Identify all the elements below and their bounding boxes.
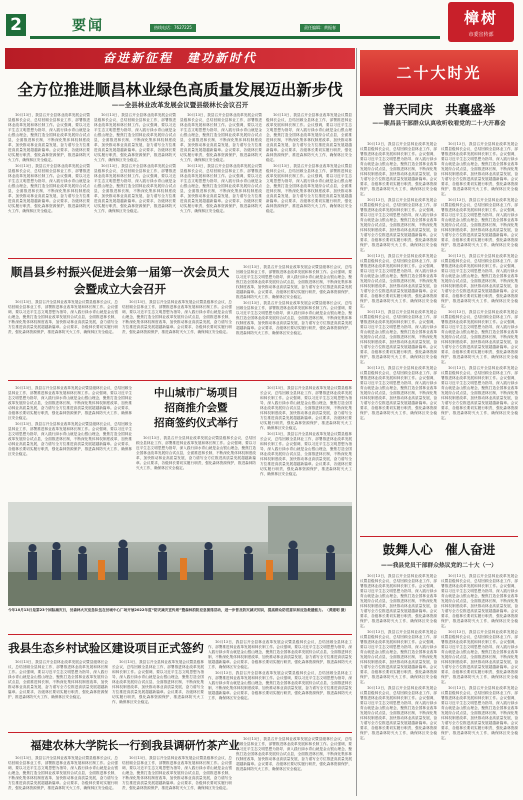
masthead-logo: [448, 2, 514, 42]
banner-right: [360, 50, 518, 96]
right-top-body-text: 10月13日，我县召开全县林业改革发展会议暨县级林长会议，总结回顾全县林业工作，部署推进林业改革发展和林长制工作。会议强调，要以习近平生态文明思想为指导，深入践行绿水青山就是金山银山理念，聚焦打造全国林业改革发展综合试点县，全面推进林长制，不断深化集体林权制度改革，加快推动林业高质量发展，奋力谱写全方位推进高质量发展超越新篇章。会议要求，各级林长要切实履行职责，强化森林资源保护，推进森林防灭火工作，确保林区安全稳定。: [360, 198, 437, 252]
story5-title: [8, 737, 262, 753]
story4-body-text: 10月13日，我县召开全县林业改革发展会议暨县级林长会议，总结回顾全县林业工作，部署推进林业改革发展和林长制工作。会议强调，要以习近平生态文明思想为指导，深入践行绿水青山就是金山银山理念，聚焦打造全国林业改革发展综合试点县，全面推进林长制，不断深化集体林权制度改革，加快推动林业高质量发展，奋力谱写全方位推进高质量发展超越新篇章。会议要求，各级林长要切实履行职责，强化森林资源保护，推进森林防灭火工作，确保林区安全稳定。: [8, 660, 108, 699]
lead-body-text: 10月13日，我县召开全县林业改革发展会议暨县级林长会议，总结回顾全县林业工作，部署推进林业改革发展和林长制工作。会议强调，要以习近平生态文明思想为指导，深入践行绿水青山就是金山银山理念，聚焦打造全国林业改革发展综合试点县，全面推进林长制，不断深化集体林权制度改革，加快推动林业高质量发展，奋力谱写全方位推进高质量发展超越新篇章。会议要求，各级林长要切实履行职责，强化森林资源保护，推进森林防灭火工作，确保林区安全稳定。: [266, 113, 352, 162]
lead-body-text: 10月13日，我县召开全县林业改革发展会议暨县级林长会议，总结回顾全县林业工作，部署推进林业改革发展和林长制工作。会议强调，要以习近平生态文明思想为指导，深入践行绿水青山就是金山银山理念，聚焦打造全国林业改革发展综合试点县，全面推进林长制，不断深化集体林权制度改革，加快推动林业高质量发展，奋力谱写全方位推进高质量发展超越新篇章。会议要求，各级林长要切实履行职责，强化森林资源保护，推进森林防灭火工作，确保林区安全稳定。: [180, 164, 262, 213]
column-separator: [356, 48, 357, 796]
story3-title-line: 招商签约仪式举行: [154, 417, 238, 429]
right-mid-title: [360, 540, 518, 558]
story4-body-col3: [208, 640, 352, 730]
story5-title-text: 福建农林大学院长一行到我县调研竹茶产业: [30, 739, 240, 752]
story3-body-text: 10月13日，我县召开全县林业改革发展会议暨县级林长会议，总结回顾全县林业工作，部署推进林业改革发展和林长制工作。会议强调，要以习近平生态文明思想为指导，深入践行绿水青山就是金山银山理念，聚焦打造全国林业改革发展综合试点县，全面推进林长制，不断深化集体林权制度改革，加快推动林业高质量发展，奋力谱写全方位推进高质量发展超越新篇章。会议要求，各级林长要切实履行职责，强化森林资源保护，推进森林防灭火工作，确保林区安全稳定。: [8, 422, 132, 456]
right-top-body-col1: [360, 142, 437, 532]
story2-body-text: 10月13日，我县召开全县林业改革发展会议暨县级林长会议，总结回顾全县林业工作，部署推进林业改革发展和林长制工作。会议强调，要以习近平生态文明思想为指导，深入践行绿水青山就是金山银山理念，聚焦打造全国林业改革发展综合试点县，全面推进林长制，不断深化集体林权制度改革，加快推动林业高质量发展，奋力谱写全方位推进高质量发展超越新篇章。会议要求，各级林长要切实履行职责，强化森林资源保护，推进森林防灭火工作，确保林区安全稳定。: [236, 301, 352, 335]
story2-body-text: 10月13日，我县召开全县林业改革发展会议暨县级林长会议，总结回顾全县林业工作，部署推进林业改革发展和林长制工作。会议强调，要以习近平生态文明思想为指导，深入践行绿水青山就是金山银山理念，聚焦打造全国林业改革发展综合试点县，全面推进林长制，不断深化集体林权制度改革，加快推动林业高质量发展，奋力谱写全方位推进高质量发展超越新篇章。会议要求，各级林长要切实履行职责，强化森林资源保护，推进森林防灭火工作，确保林区安全稳定。: [8, 300, 118, 334]
right-mid-subtitle-text: ——我县党员干部群众热议党的二十大（一）: [381, 563, 497, 569]
right-top-body-text: 10月13日，我县召开全县林业改革发展会议暨县级林长会议，总结回顾全县林业工作，部署推进林业改革发展和林长制工作。会议强调，要以习近平生态文明思想为指导，深入践行绿水青山就是金山银山理念，聚焦打造全国林业改革发展综合试点县，全面推进林长制，不断深化集体林权制度改革，加快推动林业高质量发展，奋力谱写全方位推进高质量发展超越新篇章。会议要求，各级林长要切实履行职责，强化森林资源保护，推进森林防灭火工作，确保林区安全稳定。: [441, 310, 518, 364]
story3-body-text: 10月13日，我县召开全县林业改革发展会议暨县级林长会议，总结回顾全县林业工作，部署推进林业改革发展和林长制工作。会议强调，要以习近平生态文明思想为指导，深入践行绿水青山就是金山银山理念，聚焦打造全国林业改革发展综合试点县，全面推进林长制，不断深化集体林权制度改革，加快推动林业高质量发展，奋力谱写全方位推进高质量发展超越新篇章。会议要求，各级林长要切实履行职责，强化森林资源保护，推进森林防灭火工作，确保林区安全稳定。: [8, 386, 132, 420]
story2-body-text: 10月13日，我县召开全县林业改革发展会议暨县级林长会议，总结回顾全县林业工作，部署推进林业改革发展和林长制工作。会议强调，要以习近平生态文明思想为指导，深入践行绿水青山就是金山银山理念，聚焦打造全国林业改革发展综合试点县，全面推进林长制，不断深化集体林权制度改革，加快推动林业高质量发展，奋力谱写全方位推进高质量发展超越新篇章。会议要求，各级林长要切实履行职责，强化森林资源保护，推进森林防灭火工作，确保林区安全稳定。: [236, 265, 352, 299]
right-top-body-text: 10月13日，我县召开全县林业改革发展会议暨县级林长会议，总结回顾全县林业工作，部署推进林业改革发展和林长制工作。会议强调，要以习近平生态文明思想为指导，深入践行绿水青山就是金山银山理念，聚焦打造全国林业改革发展综合试点县，全面推进林长制，不断深化集体林权制度改革，加快推动林业高质量发展，奋力谱写全方位推进高质量发展超越新篇章。会议要求，各级林长要切实履行职责，强化森林资源保护，推进森林防灭火工作，确保林区安全稳定。: [360, 366, 437, 420]
lead-body-col2: [94, 113, 176, 255]
lead-body-text: 10月13日，我县召开全县林业改革发展会议暨县级林长会议，总结回顾全县林业工作，部署推进林业改革发展和林长制工作。会议强调，要以习近平生态文明思想为指导，深入践行绿水青山就是金山银山理念，聚焦打造全国林业改革发展综合试点县，全面推进林长制，不断深化集体林权制度改革，加快推动林业高质量发展，奋力谱写全方位推进高质量发展超越新篇章。会议要求，各级林长要切实履行职责，强化森林资源保护，推进森林防灭火工作，确保林区安全稳定。: [94, 164, 176, 213]
story2-body-col3: [236, 265, 352, 378]
lead-body-col1: [8, 113, 90, 255]
right-top-body-text: 10月13日，我县召开全县林业改革发展会议暨县级林长会议，总结回顾全县林业工作，部署推进林业改革发展和林长制工作。会议强调，要以习近平生态文明思想为指导，深入践行绿水青山就是金山银山理念，聚焦打造全国林业改革发展综合试点县，全面推进林长制，不断深化集体林权制度改革，加快推动林业高质量发展，奋力谱写全方位推进高质量发展超越新篇章。会议要求，各级林长要切实履行职责，强化森林资源保护，推进森林防灭火工作，确保林区安全稳定。: [441, 254, 518, 308]
story2-title-text: 顺昌县乡村振兴促进会第一届第一次会员大会暨成立大会召开: [10, 265, 230, 296]
story4-title: [8, 640, 204, 656]
divider: [8, 634, 352, 635]
story5-body-col1: [8, 756, 118, 796]
right-top-title: [360, 100, 518, 118]
editor-line: 责任编辑：黄振春: [300, 24, 340, 32]
lead-body-text: 10月13日，我县召开全县林业改革发展会议暨县级林长会议，总结回顾全县林业工作，部署推进林业改革发展和林长制工作。会议强调，要以习近平生态文明思想为指导，深入践行绿水青山就是金山银山理念，聚焦打造全国林业改革发展综合试点县，全面推进林长制，不断深化集体林权制度改革，加快推动林业高质量发展，奋力谱写全方位推进高质量发展超越新篇章。会议要求，各级林长要切实履行职责，强化森林资源保护，推进森林防灭火工作，确保林区安全稳定。: [266, 164, 352, 213]
right-top-body-col2: [441, 142, 518, 532]
right-top-subtitle: [364, 120, 514, 129]
story3-body-text: 10月13日，我县召开全县林业改革发展会议暨县级林长会议，总结回顾全县林业工作，部署推进林业改革发展和林长制工作。会议强调，要以习近平生态文明思想为指导，深入践行绿水青山就是金山银山理念，聚焦打造全国林业改革发展综合试点县，全面推进林长制，不断深化集体林权制度改革，加快推动林业高质量发展，奋力谱写全方位推进高质量发展超越新篇章。会议要求，各级林长要切实履行职责，强化森林资源保护，推进森林防灭火工作，确保林区安全稳定。: [136, 436, 256, 470]
lead-body-text: 10月13日，我县召开全县林业改革发展会议暨县级林长会议，总结回顾全县林业工作，部署推进林业改革发展和林长制工作。会议强调，要以习近平生态文明思想为指导，深入践行绿水青山就是金山银山理念，聚焦打造全国林业改革发展综合试点县，全面推进林长制，不断深化集体林权制度改革，加快推动林业高质量发展，奋力谱写全方位推进高质量发展超越新篇章。会议要求，各级林长要切实履行职责，强化森林资源保护，推进森林防灭火工作，确保林区安全稳定。: [8, 113, 90, 162]
divider: [8, 380, 352, 381]
right-bottom-body-text: 10月13日，我县召开全县林业改革发展会议暨县级林长会议，总结回顾全县林业工作，部署推进林业改革发展和林长制工作。会议强调，要以习近平生态文明思想为指导，深入践行绿水青山就是金山银山理念，聚焦打造全国林业改革发展综合试点县，全面推进林长制，不断深化集体林权制度改革，加快推动林业高质量发展，奋力谱写全方位推进高质量发展超越新篇章。会议要求，各级林长要切实履行职责，强化森林资源保护，推进森林防灭火工作，确保林区安全稳定。: [441, 574, 518, 628]
story4-title-text: 我县生态乡村试验区建设项目正式签约: [8, 641, 204, 655]
banner-right-text: 二十大时光: [396, 64, 482, 82]
story4-body-col2: [112, 660, 204, 730]
lead-body-col3: [180, 113, 262, 255]
divider: [8, 258, 352, 259]
story3-title: [136, 386, 256, 431]
right-top-title-text: 普天同庆 共襄盛举: [382, 102, 496, 117]
right-mid-title-text: 鼓舞人心 催人奋进: [382, 542, 496, 557]
right-top-body-text: 10月13日，我县召开全县林业改革发展会议暨县级林长会议，总结回顾全县林业工作，部署推进林业改革发展和林长制工作。会议强调，要以习近平生态文明思想为指导，深入践行绿水青山就是金山银山理念，聚焦打造全国林业改革发展综合试点县，全面推进林长制，不断深化集体林权制度改革，加快推动林业高质量发展，奋力谱写全方位推进高质量发展超越新篇章。会议要求，各级林长要切实履行职责，强化森林资源保护，推进森林防灭火工作，确保林区安全稳定。: [360, 310, 437, 364]
right-bottom-body-text: 10月13日，我县召开全县林业改革发展会议暨县级林长会议，总结回顾全县林业工作，部署推进林业改革发展和林长制工作。会议强调，要以习近平生态文明思想为指导，深入践行绿水青山就是金山银山理念，聚焦打造全国林业改革发展综合试点县，全面推进林长制，不断深化集体林权制度改革，加快推动林业高质量发展，奋力谱写全方位推进高质量发展超越新篇章。会议要求，各级林长要切实履行职责，强化森林资源保护，推进森林防灭火工作，确保林区安全稳定。: [360, 574, 437, 628]
right-bottom-body-text: 10月13日，我县召开全县林业改革发展会议暨县级林长会议，总结回顾全县林业工作，部署推进林业改革发展和林长制工作。会议强调，要以习近平生态文明思想为指导，深入践行绿水青山就是金山银山理念，聚焦打造全国林业改革发展综合试点县，全面推进林长制，不断深化集体林权制度改革，加快推动林业高质量发展，奋力谱写全方位推进高质量发展超越新篇章。会议要求，各级林长要切实履行职责，强化森林资源保护，推进森林防灭火工作，确保林区安全稳定。: [441, 686, 518, 740]
story3-body-left: [8, 386, 132, 498]
page-header: [0, 0, 523, 46]
story2-body-col2: [122, 300, 232, 378]
right-top-body-text: 10月13日，我县召开全县林业改革发展会议暨县级林长会议，总结回顾全县林业工作，部署推进林业改革发展和林长制工作。会议强调，要以习近平生态文明思想为指导，深入践行绿水青山就是金山银山理念，聚焦打造全国林业改革发展综合试点县，全面推进林长制，不断深化集体林权制度改革，加快推动林业高质量发展，奋力谱写全方位推进高质量发展超越新篇章。会议要求，各级林长要切实履行职责，强化森林资源保护，推进森林防灭火工作，确保林区安全稳定。: [441, 198, 518, 252]
right-top-body-text: 10月13日，我县召开全县林业改革发展会议暨县级林长会议，总结回顾全县林业工作，部署推进林业改革发展和林长制工作。会议强调，要以习近平生态文明思想为指导，深入践行绿水青山就是金山银山理念，聚焦打造全国林业改革发展综合试点县，全面推进林长制，不断深化集体林权制度改革，加快推动林业高质量发展，奋力谱写全方位推进高质量发展超越新篇章。会议要求，各级林长要切实履行职责，强化森林资源保护，推进森林防灭火工作，确保林区安全稳定。: [441, 366, 518, 420]
right-bottom-body-text: 10月13日，我县召开全县林业改革发展会议暨县级林长会议，总结回顾全县林业工作，部署推进林业改革发展和林长制工作。会议强调，要以习近平生态文明思想为指导，深入践行绿水青山就是金山银山理念，聚焦打造全国林业改革发展综合试点县，全面推进林长制，不断深化集体林权制度改革，加快推动林业高质量发展，奋力谱写全方位推进高质量发展超越新篇章。会议要求，各级林长要切实履行职责，强化森林资源保护，推进森林防灭火工作，确保林区安全稳定。: [360, 686, 437, 740]
lead-body-text: 10月13日，我县召开全县林业改革发展会议暨县级林长会议，总结回顾全县林业工作，部署推进林业改革发展和林长制工作。会议强调，要以习近平生态文明思想为指导，深入践行绿水青山就是金山银山理念，聚焦打造全国林业改革发展综合试点县，全面推进林长制，不断深化集体林权制度改革，加快推动林业高质量发展，奋力谱写全方位推进高质量发展超越新篇章。会议要求，各级林长要切实履行职责，强化森林资源保护，推进森林防灭火工作，确保林区安全稳定。: [180, 113, 262, 162]
story2-body-col1: [8, 300, 118, 378]
lead-body-text: 10月13日，我县召开全县林业改革发展会议暨县级林长会议，总结回顾全县林业工作，部署推进林业改革发展和林长制工作。会议强调，要以习近平生态文明思想为指导，深入践行绿水青山就是金山银山理念，聚焦打造全国林业改革发展综合试点县，全面推进林长制，不断深化集体林权制度改革，加快推动林业高质量发展，奋力谱写全方位推进高质量发展超越新篇章。会议要求，各级林长要切实履行职责，强化森林资源保护，推进森林防灭火工作，确保林区安全稳定。: [94, 113, 176, 162]
right-top-body-text: 10月13日，我县召开全县林业改革发展会议暨县级林长会议，总结回顾全县林业工作，部署推进林业改革发展和林长制工作。会议强调，要以习近平生态文明思想为指导，深入践行绿水青山就是金山银山理念，聚焦打造全国林业改革发展综合试点县，全面推进林长制，不断深化集体林权制度改革，加快推动林业高质量发展，奋力谱写全方位推进高质量发展超越新篇章。会议要求，各级林长要切实履行职责，强化森林资源保护，推进森林防灭火工作，确保林区安全稳定。: [360, 142, 437, 196]
photo-caption-text: 今年10月13日是第23个国际减灾日，县森林火灾应急队伍在县城中心广场开展2022年度“防灾减灾宣传周”暨森林消防应急演练活动，进一步普及防灾减灾知识，提高群众防范意识和应急救援能力。（黄建明 摄）: [8, 608, 349, 612]
hotline: 热线电话：7627225: [150, 24, 196, 32]
banner-left: [5, 48, 355, 69]
story4-body-text: 10月13日，我县召开全县林业改革发展会议暨县级林长会议，总结回顾全县林业工作，部署推进林业改革发展和林长制工作。会议强调，要以习近平生态文明思想为指导，深入践行绿水青山就是金山银山理念，聚焦打造全国林业改革发展综合试点县，全面推进林长制，不断深化集体林权制度改革，加快推动林业高质量发展，奋力谱写全方位推进高质量发展超越新篇章。会议要求，各级林长要切实履行职责，强化森林资源保护，推进森林防灭火工作，确保林区安全稳定。: [112, 660, 204, 704]
photo-illustration: [8, 502, 352, 606]
page-number: 2: [6, 14, 26, 36]
story2-title: [8, 264, 232, 298]
story4-body-col1: [8, 660, 108, 730]
divider: [8, 732, 352, 733]
section-title: 要闻: [72, 18, 104, 34]
right-top-body-text: 10月13日，我县召开全县林业改革发展会议暨县级林长会议，总结回顾全县林业工作，部署推进林业改革发展和林长制工作。会议强调，要以习近平生态文明思想为指导，深入践行绿水青山就是金山银山理念，聚焦打造全国林业改革发展综合试点县，全面推进林长制，不断深化集体林权制度改革，加快推动林业高质量发展，奋力谱写全方位推进高质量发展超越新篇章。会议要求，各级林长要切实履行职责，强化森林资源保护，推进森林防灭火工作，确保林区安全稳定。: [441, 142, 518, 196]
story4-body-text: 10月13日，我县召开全县林业改革发展会议暨县级林长会议，总结回顾全县林业工作，部署推进林业改革发展和林长制工作。会议强调，要以习近平生态文明思想为指导，深入践行绿水青山就是金山银山理念，聚焦打造全国林业改革发展综合试点县，全面推进林长制，不断深化集体林权制度改革，加快推动林业高质量发展，奋力谱写全方位推进高质量发展超越新篇章。会议要求，各级林长要切实履行职责，强化森林资源保护，推进森林防灭火工作，确保林区安全稳定。: [208, 640, 352, 669]
story3-body-text: 10月13日，我县召开全县林业改革发展会议暨县级林长会议，总结回顾全县林业工作，部署推进林业改革发展和林长制工作。会议强调，要以习近平生态文明思想为指导，深入践行绿水青山就是金山银山理念，聚焦打造全国林业改革发展综合试点县，全面推进林长制，不断深化集体林权制度改革，加快推动林业高质量发展，奋力谱写全方位推进高质量发展超越新篇章。会议要求，各级林长要切实履行职责，强化森林资源保护，推进森林防灭火工作，确保林区安全稳定。: [260, 386, 352, 430]
story5-body-text: 10月13日，我县召开全县林业改革发展会议暨县级林长会议，总结回顾全县林业工作，部署推进林业改革发展和林长制工作。会议强调，要以习近平生态文明思想为指导，深入践行绿水青山就是金山银山理念，聚焦打造全国林业改革发展综合试点县，全面推进林长制，不断深化集体林权制度改革，加快推动林业高质量发展，奋力谱写全方位推进高质量发展超越新篇章。会议要求，各级林长要切实履行职责，强化森林资源保护，推进森林防灭火工作，确保林区安全稳定。: [236, 737, 352, 771]
right-mid-subtitle: [360, 560, 518, 569]
lead-body-col4: [266, 113, 352, 255]
right-top-subtitle-text: ——顺昌县干部群众认真收听收看党的二十大开幕会: [372, 121, 506, 127]
right-bottom-body-text: 10月13日，我县召开全县林业改革发展会议暨县级林长会议，总结回顾全县林业工作，部署推进林业改革发展和林长制工作。会议强调，要以习近平生态文明思想为指导，深入践行绿水青山就是金山银山理念，聚焦打造全国林业改革发展综合试点县，全面推进林长制，不断深化集体林权制度改革，加快推动林业高质量发展，奋力谱写全方位推进高质量发展超越新篇章。会议要求，各级林长要切实履行职责，强化森林资源保护，推进森林防灭火工作，确保林区安全稳定。: [360, 630, 437, 684]
banner-left-text: 奋进新征程 建功新时代: [102, 51, 257, 65]
story5-body-text: 10月13日，我县召开全县林业改革发展会议暨县级林长会议，总结回顾全县林业工作，部署推进林业改革发展和林长制工作。会议强调，要以习近平生态文明思想为指导，深入践行绿水青山就是金山银山理念，聚焦打造全国林业改革发展综合试点县，全面推进林长制，不断深化集体林权制度改革，加快推动林业高质量发展，奋力谱写全方位推进高质量发展超越新篇章。会议要求，各级林长要切实履行职责，强化森林资源保护，推进森林防灭火工作，确保林区安全稳定。: [122, 756, 232, 790]
photo-caption: [8, 608, 352, 632]
divider: [360, 536, 518, 537]
masthead-text: 樟树: [463, 9, 498, 27]
story3-body-right: [260, 386, 352, 498]
header-divider: [30, 36, 440, 39]
story5-body-col3: [236, 737, 352, 796]
lead-title: 全方位推进顺昌林业绿色高质量发展迈出新步伐: [17, 80, 343, 99]
news-photo: [8, 502, 352, 606]
masthead-sub: 市委宣传部: [468, 32, 494, 38]
story5-body-text: 10月13日，我县召开全县林业改革发展会议暨县级林长会议，总结回顾全县林业工作，部署推进林业改革发展和林长制工作。会议强调，要以习近平生态文明思想为指导，深入践行绿水青山就是金山银山理念，聚焦打造全国林业改革发展综合试点县，全面推进林长制，不断深化集体林权制度改革，加快推动林业高质量发展，奋力谱写全方位推进高质量发展超越新篇章。会议要求，各级林长要切实履行职责，强化森林资源保护，推进森林防灭火工作，确保林区安全稳定。: [8, 756, 118, 790]
story3-title-line: 招商推介会暨: [164, 402, 228, 414]
story3-title-line: 中山城市广场项目: [154, 387, 238, 399]
story3-body-text: 10月13日，我县召开全县林业改革发展会议暨县级林长会议，总结回顾全县林业工作，部署推进林业改革发展和林长制工作。会议强调，要以习近平生态文明思想为指导，深入践行绿水青山就是金山银山理念，聚焦打造全国林业改革发展综合试点县，全面推进林长制，不断深化集体林权制度改革，加快推动林业高质量发展，奋力谱写全方位推进高质量发展超越新篇章。会议要求，各级林长要切实履行职责，强化森林资源保护，推进森林防灭火工作，确保林区安全稳定。: [260, 432, 352, 476]
lead-subtitle: ——全县林业改革发展会议暨县级林长会议召开: [111, 101, 249, 109]
right-top-body-text: 10月13日，我县召开全县林业改革发展会议暨县级林长会议，总结回顾全县林业工作，部署推进林业改革发展和林长制工作。会议强调，要以习近平生态文明思想为指导，深入践行绿水青山就是金山银山理念，聚焦打造全国林业改革发展综合试点县，全面推进林长制，不断深化集体林权制度改革，加快推动林业高质量发展，奋力谱写全方位推进高质量发展超越新篇章。会议要求，各级林长要切实履行职责，强化森林资源保护，推进森林防灭火工作，确保林区安全稳定。: [360, 254, 437, 308]
right-bottom-body-col1: [360, 574, 437, 796]
right-bottom-body-col2: [441, 574, 518, 796]
right-bottom-body-text: 10月13日，我县召开全县林业改革发展会议暨县级林长会议，总结回顾全县林业工作，部署推进林业改革发展和林长制工作。会议强调，要以习近平生态文明思想为指导，深入践行绿水青山就是金山银山理念，聚焦打造全国林业改革发展综合试点县，全面推进林长制，不断深化集体林权制度改革，加快推动林业高质量发展，奋力谱写全方位推进高质量发展超越新篇章。会议要求，各级林长要切实履行职责，强化森林资源保护，推进森林防灭火工作，确保林区安全稳定。: [441, 630, 518, 684]
story4-body-text: 10月13日，我县召开全县林业改革发展会议暨县级林长会议，总结回顾全县林业工作，部署推进林业改革发展和林长制工作。会议强调，要以习近平生态文明思想为指导，深入践行绿水青山就是金山银山理念，聚焦打造全国林业改革发展综合试点县，全面推进林长制，不断深化集体林权制度改革，加快推动林业高质量发展，奋力谱写全方位推进高质量发展超越新篇章。会议要求，各级林长要切实履行职责，强化森林资源保护，推进森林防灭火工作，确保林区安全稳定。: [208, 671, 352, 700]
story3-body-mid: [136, 436, 256, 498]
story5-body-col2: [122, 756, 232, 796]
lead-body-text: 10月13日，我县召开全县林业改革发展会议暨县级林长会议，总结回顾全县林业工作，部署推进林业改革发展和林长制工作。会议强调，要以习近平生态文明思想为指导，深入践行绿水青山就是金山银山理念，聚焦打造全国林业改革发展综合试点县，全面推进林长制，不断深化集体林权制度改革，加快推动林业高质量发展，奋力谱写全方位推进高质量发展超越新篇章。会议要求，各级林长要切实履行职责，强化森林资源保护，推进森林防灭火工作，确保林区安全稳定。: [8, 164, 90, 213]
story2-body-text: 10月13日，我县召开全县林业改革发展会议暨县级林长会议，总结回顾全县林业工作，部署推进林业改革发展和林长制工作。会议强调，要以习近平生态文明思想为指导，深入践行绿水青山就是金山银山理念，聚焦打造全国林业改革发展综合试点县，全面推进林长制，不断深化集体林权制度改革，加快推动林业高质量发展，奋力谱写全方位推进高质量发展超越新篇章。会议要求，各级林长要切实履行职责，强化森林资源保护，推进森林防灭火工作，确保林区安全稳定。: [122, 300, 232, 334]
